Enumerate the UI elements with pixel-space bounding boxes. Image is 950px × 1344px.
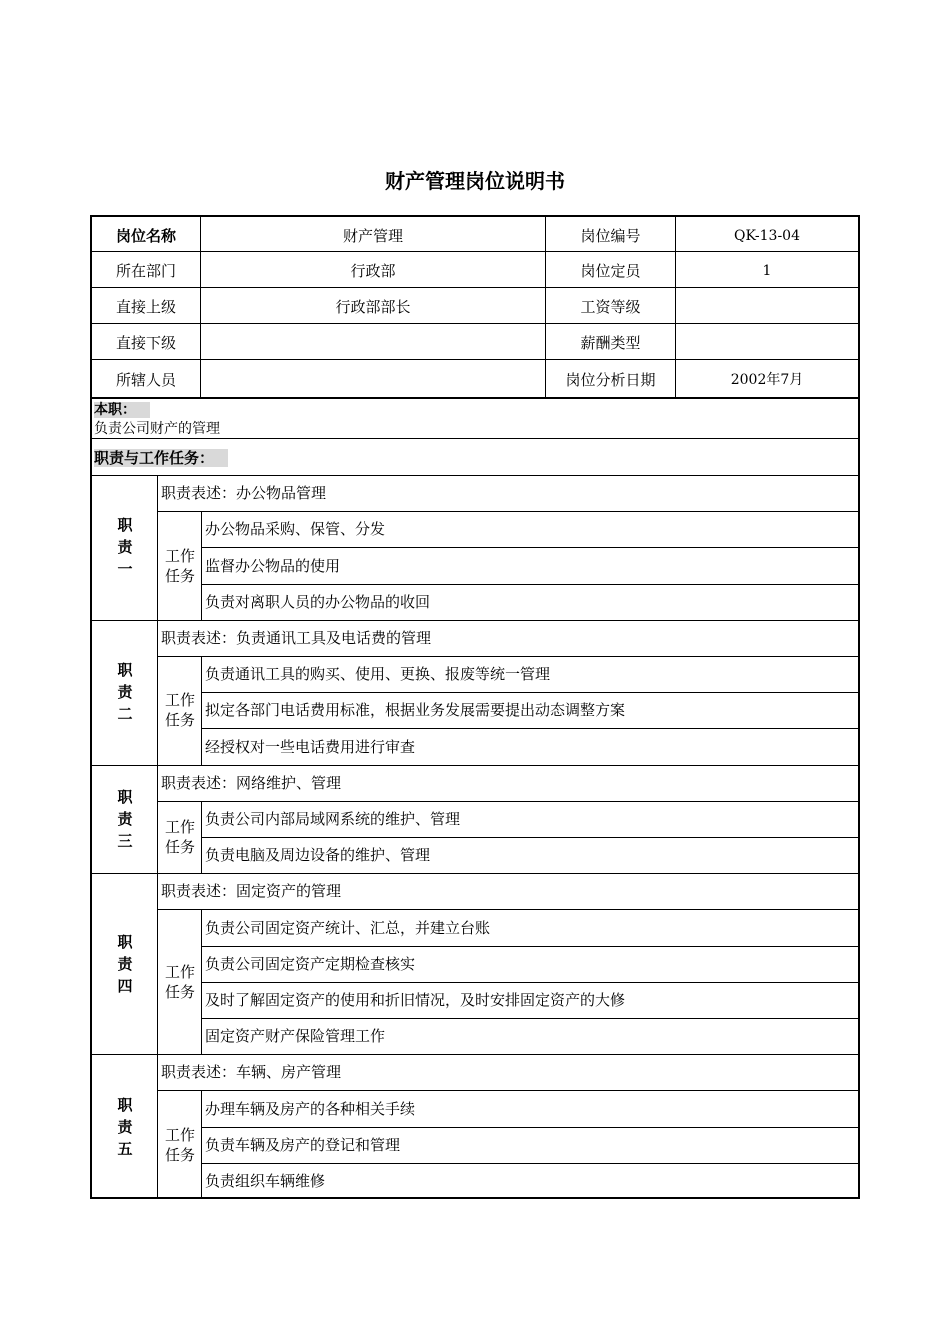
task-item: 拟定各部门电话费用标准，根据业务发展需要提出动态调整方案 [205,701,626,720]
task-item: 负责公司固定资产统计、汇总，并建立台账 [205,918,491,937]
wage-grade-label: 工资等级 [580,298,641,316]
duty-name: 职 责 四 [117,932,133,995]
duty-description: 职责表述：车辆、房产管理 [161,1063,342,1082]
task-item: 负责车辆及房产的登记和管理 [205,1135,401,1154]
task-item: 监督办公物品的使用 [205,556,341,575]
task-label: 工作 任务 [164,546,195,585]
subordinate-label: 直接下级 [115,334,176,352]
duty-name: 职 责 三 [117,787,133,850]
superior-label: 直接上级 [115,298,176,316]
task-item: 负责公司固定资产定期检查核实 [205,954,416,973]
duty-description: 职责表述：负责通讯工具及电话费的管理 [161,628,432,647]
task-item: 固定资产财产保险管理工作 [205,1027,386,1046]
tasks-section-label: 职责与工作任务： [94,449,228,467]
task-item: 负责组织车辆维修 [205,1171,326,1190]
analysis-date-label: 岗位分析日期 [565,371,656,389]
duty-name: 职 责 二 [117,661,133,724]
task-label: 工作 任务 [164,818,195,856]
duty-section-label: 本职： [94,402,150,418]
department-value: 行政部 [350,262,396,280]
task-item: 及时了解固定资产的使用和折旧情况，及时安排固定资产的大修 [205,990,626,1009]
superior-value: 行政部部长 [335,298,411,316]
task-item: 负责通讯工具的购买、使用、更换、报废等统一管理 [205,665,551,684]
headcount-value: 1 [762,263,772,279]
position-name-value: 财产管理 [342,227,403,245]
task-item: 负责电脑及周边设备的维护、管理 [205,846,431,865]
headcount-label: 岗位定员 [580,262,641,280]
duty-description: 职责表述：办公物品管理 [161,484,327,503]
position-code-label: 岗位编号 [580,227,641,245]
task-item: 经授权对一些电话费用进行审查 [205,737,416,756]
task-item: 负责对离职人员的办公物品的收回 [205,592,431,611]
staff-label: 所辖人员 [115,371,176,389]
position-code-value: QK-13-04 [733,228,800,244]
department-label: 所在部门 [115,262,176,280]
duty-name: 职 责 五 [117,1095,133,1158]
task-label: 工作 任务 [164,1125,195,1164]
salary-type-label: 薪酬类型 [580,334,641,352]
duty-description: 职责表述：网络维护、管理 [161,773,342,792]
task-item: 办公物品采购、保管、分发 [205,520,386,539]
duty-description: 职责表述：固定资产的管理 [161,882,342,901]
task-label: 工作 任务 [164,962,195,1001]
position-name-label: 岗位名称 [115,227,176,245]
task-item: 办理车辆及房产的各种相关手续 [205,1099,416,1118]
task-label: 工作 任务 [164,691,195,730]
document-title: 财产管理岗位说明书 [385,169,565,193]
job-description-table [90,215,860,1199]
analysis-date-value: 2002年7月 [730,372,804,388]
task-item: 负责公司内部局域网系统的维护、管理 [205,809,461,828]
duty-name: 职 责 一 [117,516,133,579]
duty-section-text: 负责公司财产的管理 [94,421,220,437]
